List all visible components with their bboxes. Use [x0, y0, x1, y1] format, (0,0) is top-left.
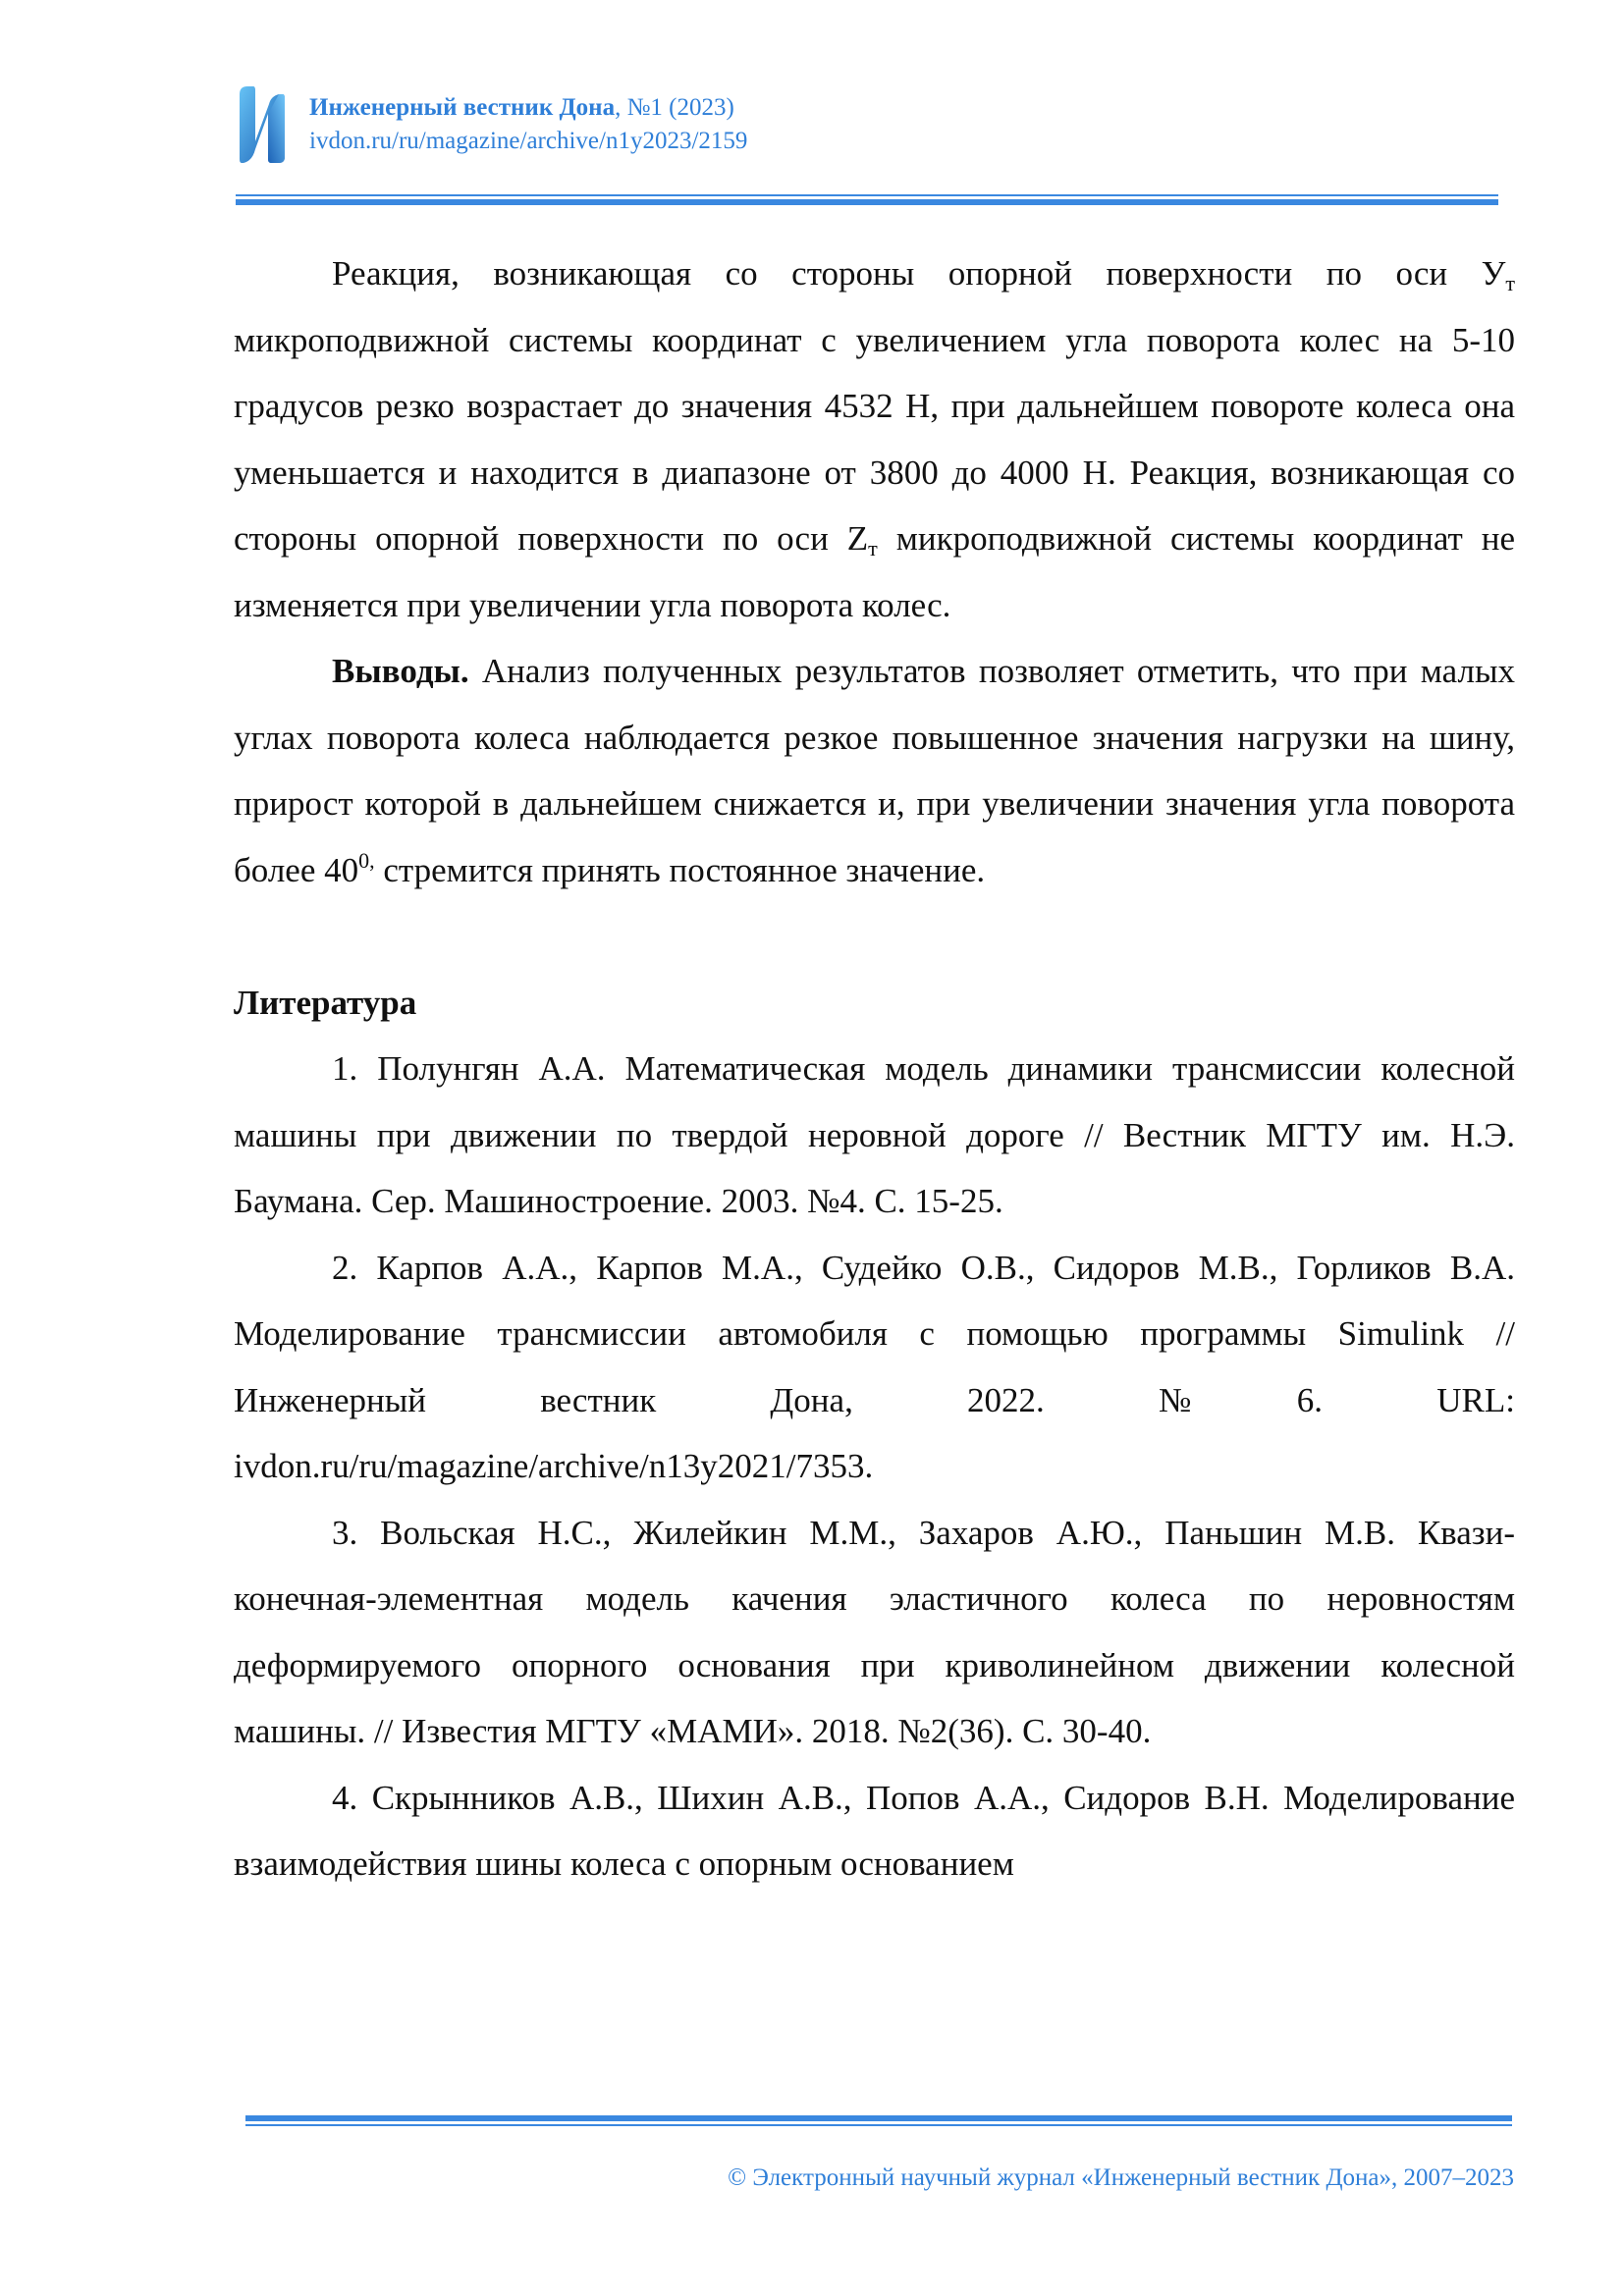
- article-url[interactable]: ivdon.ru/ru/magazine/archive/n1y2023/2159: [309, 128, 748, 154]
- journal-name: Инженерный вестник Дона: [309, 94, 616, 121]
- references-heading: Литература: [234, 983, 417, 1022]
- paragraph-conclusions: [234, 638, 1515, 903]
- paragraph-text: микроподвижной системы координат с увеличением угла поворота колес на 5-10 градусов резко возрастает до значения 4532 Н, при дальнейшем повороте колеса она уменьшается и находится в диапазоне от 3800 до 4000 Н. Реакция, возникающая со стороны опорной поверхности по оси Z: [234, 320, 1515, 558]
- paragraph-reaction: [234, 240, 1515, 638]
- reference-item: 3. Вольская Н.С., Жилейкин М.М., Захаров А.Ю., Паньшин М.В. Квази-конечная-элементная модель качения эластичного колеса по неровностям деформируемого опорного основания при криволинейном движении колесной машины. // Известия МГТУ «МАМИ». 2018. №2(36). С. 30-40.: [234, 1513, 1515, 1750]
- header-divider: [236, 194, 1498, 205]
- reference-item: 4. Скрынников А.В., Шихин А.В., Попов А.А., Сидоров В.Н. Моделирование взаимодействия шины колеса с опорным основанием: [234, 1778, 1515, 1883]
- reference-item: 2. Карпов А.А., Карпов М.А., Судейко О.В., Сидоров М.В., Горликов В.А. Моделирование трансмиссии автомобиля с помощью программы Simulink // Инженерный вестник Дона, 2022. №6. URL: ivdon.ru/ru/magazine/archive/n13y2021/7353.: [234, 1248, 1515, 1485]
- page-header: [236, 79, 1512, 177]
- footer-divider: [245, 2115, 1512, 2126]
- subscript: т: [1505, 271, 1515, 295]
- article-body: [234, 240, 1515, 1897]
- reference-item: 1. Полунгян А.А. Математическая модель динамики трансмиссии колесной машины при движении по твердой неровной дороге // Вестник МГТУ им. Н.Э. Баумана. Сер. Машиностроение. 2003. №4. С. 15-25.: [234, 1049, 1515, 1220]
- superscript: 0,: [358, 847, 375, 873]
- conclusions-label: Выводы.: [332, 652, 469, 690]
- footer-copyright: © Электронный научный журнал «Инженерный вестник Дона», 2007–2023: [728, 2164, 1514, 2191]
- paragraph-text: Анализ полученных результатов позволяет отметить, что при малых углах поворота колеса наблюдается резкое повышенное значения нагрузки на шину, прирост которой в дальнейшем снижается и, при увеличении значения угла поворота более 40: [234, 652, 1515, 889]
- subscript: т: [868, 536, 878, 561]
- journal-logo-icon: [236, 84, 287, 165]
- paragraph-text: Реакция, возникающая со стороны опорной поверхности по оси У: [332, 254, 1506, 293]
- paragraph-text: микроподвижной системы координат не изменяется при увеличении угла поворота колес.: [234, 519, 1515, 624]
- journal-title: [309, 94, 734, 122]
- journal-issue: , №1 (2023): [615, 94, 734, 121]
- paragraph-text: стремится принять постоянное значение.: [374, 850, 986, 889]
